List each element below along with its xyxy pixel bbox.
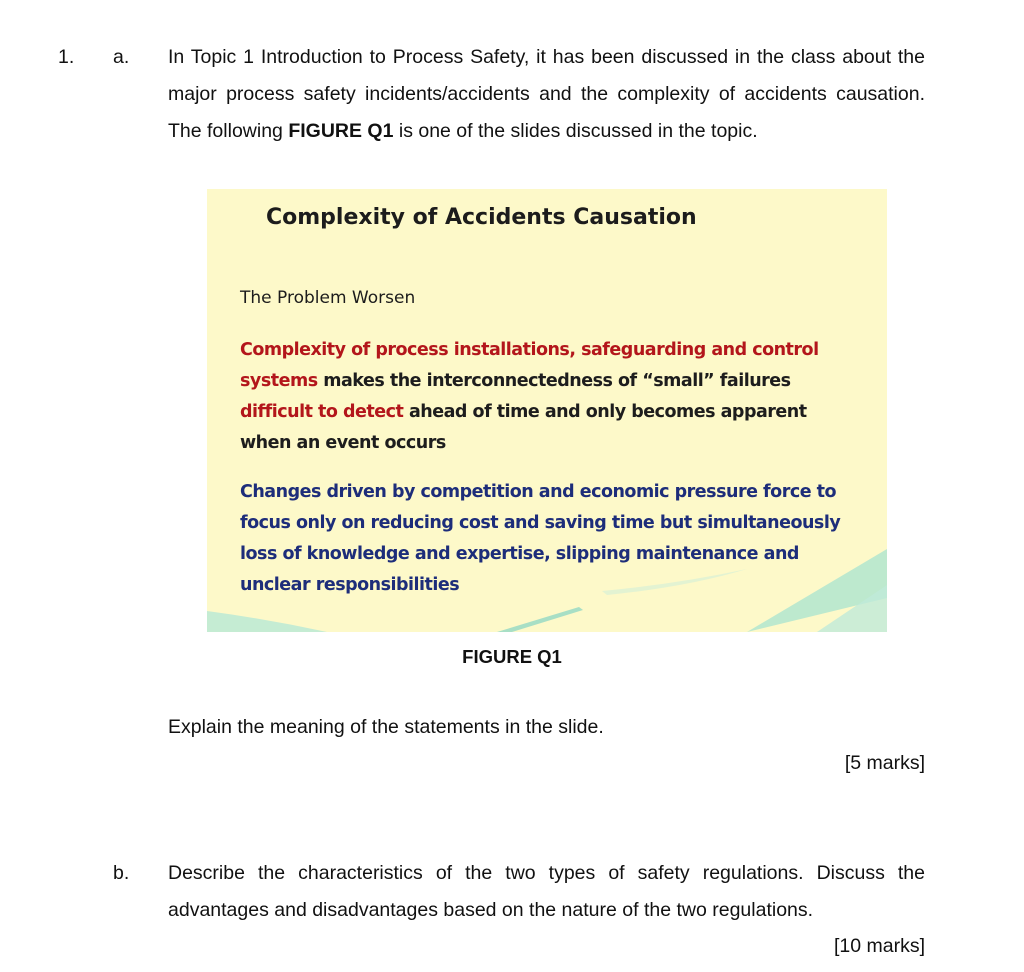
slide-paragraph-2: Changes driven by competition and economic pressure force to focus only on reducing cost and saving time but simultaneously loss of knowledge and expertise, slipping maintenance and unclear responsibilities: [240, 482, 841, 595]
part-a-label: a.: [113, 46, 130, 68]
slide-subtitle: The Problem Worsen: [240, 288, 416, 308]
slide-p1-red-1: Complexity of process installations, safeguarding and control systems: [240, 340, 819, 391]
part-a-marks: [5 marks]: [844, 752, 925, 774]
figure-caption: FIGURE Q1: [462, 646, 562, 667]
part-b-label: b.: [113, 862, 130, 884]
slide-paragraph-1: [240, 335, 860, 459]
question-number: 1.: [58, 46, 75, 68]
slide-title: Complexity of Accidents Causation: [266, 205, 697, 230]
part-a-question: Explain the meaning of the statements in the slide.: [168, 716, 604, 738]
part-b-question: Describe the characteristics of the two types of safety regulations. Discuss the advantages and disadvantages based on the nature of the two regulations.: [168, 862, 925, 921]
part-a-figure-ref: FIGURE Q1: [288, 120, 394, 142]
slide-p1-red-2: difficult to detect: [240, 402, 404, 422]
part-a-intro-text-end: is one of the slides discussed in the topic.: [393, 120, 758, 142]
part-b-marks: [10 marks]: [833, 935, 925, 957]
slide-figure: [207, 189, 887, 632]
slide-p1-dark-2: ahead of time and only becomes apparent when an event occurs: [240, 402, 807, 453]
part-a-intro: [168, 39, 925, 150]
slide-p1-dark-1: makes the interconnectedness of “small” failures: [317, 371, 791, 391]
part-a-intro-text: In Topic 1 Introduction to Process Safety, it has been discussed in the class about the major process safety incidents/accidents and the complexity of accidents causation. The following: [168, 46, 925, 142]
